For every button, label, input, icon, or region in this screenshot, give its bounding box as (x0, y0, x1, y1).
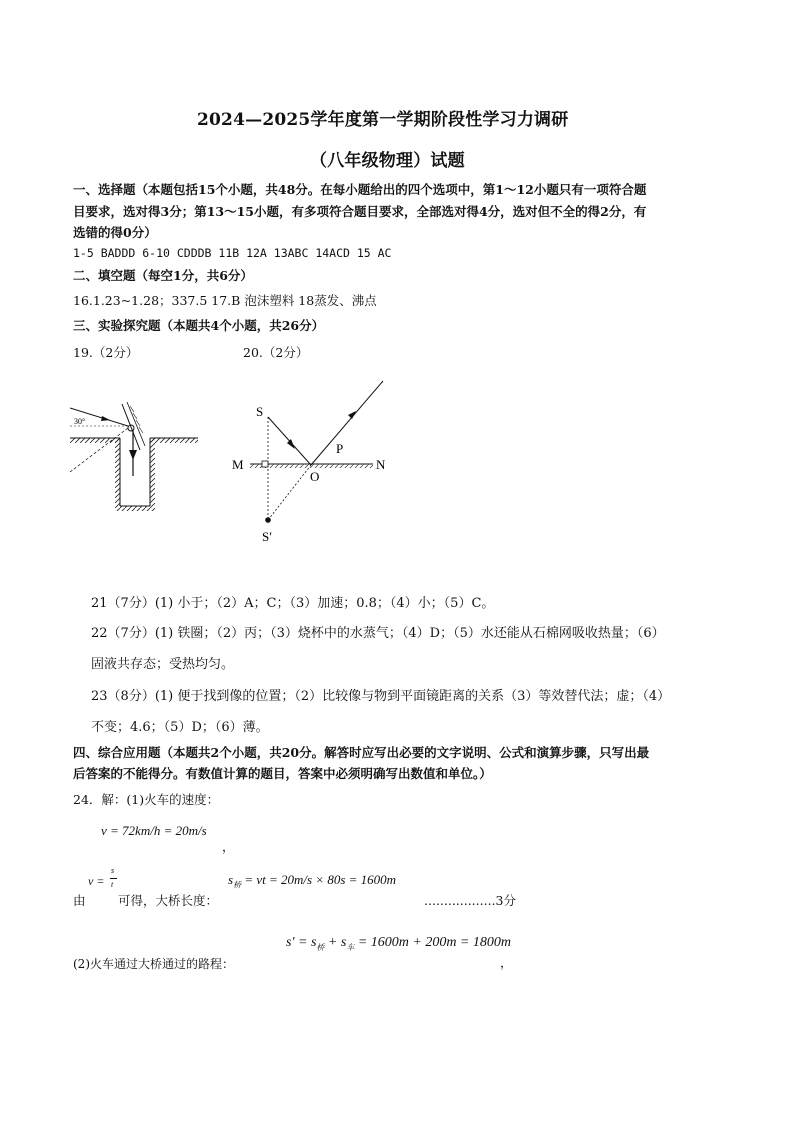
fraction-bar (110, 878, 117, 879)
label-p: P (336, 441, 344, 456)
get-text: 可得，大桥长度： (118, 893, 219, 908)
page-subtitle: （八年级物理）试题 (310, 151, 465, 171)
figure-19-diagram (70, 398, 205, 513)
q21-answer: 21（7分）(1) 小于；（2）A；C；（3）加速；0.8；（4）小；（5）C。 (91, 596, 495, 611)
section4-header-line2: 后答案的不能得分。有数值计算的题目，答案中必须明确写出数值和单位。） (73, 766, 492, 781)
from-text: 由 (73, 893, 86, 908)
figure-20-diagram (228, 375, 388, 550)
q19-label: 19.（2分） (73, 345, 139, 360)
eq-formula-v: v = (88, 874, 105, 888)
comma-2: ， (500, 955, 513, 970)
q23-answer-line2: 不变；4.6；（5）D；（6）薄。 (91, 720, 269, 735)
q20-label: 20.（2分） (243, 345, 309, 360)
comma-1: ， (222, 839, 235, 854)
eq-formula-t: t (111, 880, 114, 889)
section2-answers: 16.1.23~1.28；337.5 17.B 泡沫塑料 18蒸发、沸点 (73, 293, 377, 308)
eq-bridge-text: = vt = 20m/s × 80s = 1600m (244, 872, 397, 887)
section1-header-line2: 目要求，选对得3分；第13～15小题，有多项符合题目要求，全部选对得4分，选对但不全的得2分，有 (73, 204, 647, 219)
label-o: O (310, 469, 320, 484)
part2-text: (2)火车通过大桥通过的路程： (73, 957, 234, 971)
eq-path-prefix: s′ = s (286, 935, 317, 950)
section4-header-line1: 四、综合应用题（本题共2个小题，共20分。解答时应写出必要的文字说明、公式和演算步骤，只写出最 (73, 745, 650, 760)
s-symbol: s (228, 872, 234, 887)
sub-train: 车 (346, 942, 355, 952)
q22-answer-line2: 固液共存态；受热均匀。 (91, 657, 235, 672)
eq-path (286, 935, 511, 953)
section1-header-line3: 选错的得0分） (73, 225, 157, 240)
section3-header: 三、实验探究题（本题共4个小题，共26分） (73, 318, 325, 333)
section2-header: 二、填空题（每空1分，共6分） (73, 268, 253, 283)
q24-intro: 24．解：(1)火车的速度： (73, 792, 220, 807)
q22-answer-line1: 22（7分）(1) 铁圈；（2）丙；（3）烧杯中的水蒸气；（4）D；（5）水还能从石棉网吸收热量；（6） (91, 626, 665, 641)
score-dots: ..................3分 (424, 893, 516, 908)
sub-bridge: 桥 (233, 880, 242, 890)
section1-answers: 1-5 BADDD 6-10 CDDDB 11B 12A 13ABC 14ACD 15 AC (73, 246, 392, 260)
label-m: M (232, 457, 244, 472)
angle-label: 30° (74, 417, 86, 426)
right-angle-mark (262, 461, 268, 467)
eq-path-mid: + s (324, 935, 347, 950)
reflected-ray (311, 381, 383, 465)
image-point (265, 517, 271, 523)
eq-formula-s: s (111, 866, 115, 875)
label-s-prime: S′ (262, 529, 273, 544)
section1-header-line1: 一、选择题（本题包括15个小题，共48分。在每小题给出的四个选项中，第1～12小题只有一项符合题 (73, 182, 647, 197)
label-n: N (376, 457, 386, 472)
label-s: S (256, 404, 264, 419)
eq-path-suffix: = 1600m + 200m = 1800m (354, 935, 511, 950)
image-ray-dashed (268, 465, 311, 520)
eq-bridge (228, 872, 396, 891)
q23-answer-line1: 23（8分）(1) 便于找到像的位置；（2）比较像与物到平面镜距离的关系（3）等效替代法；虚；（4） (91, 689, 671, 704)
eq-speed: v = 72km/h = 20m/s (101, 823, 207, 838)
page-title: 2024—2025学年度第一学期阶段性学习力调研 (197, 110, 569, 130)
sub-bridge-2: 桥 (316, 942, 325, 952)
